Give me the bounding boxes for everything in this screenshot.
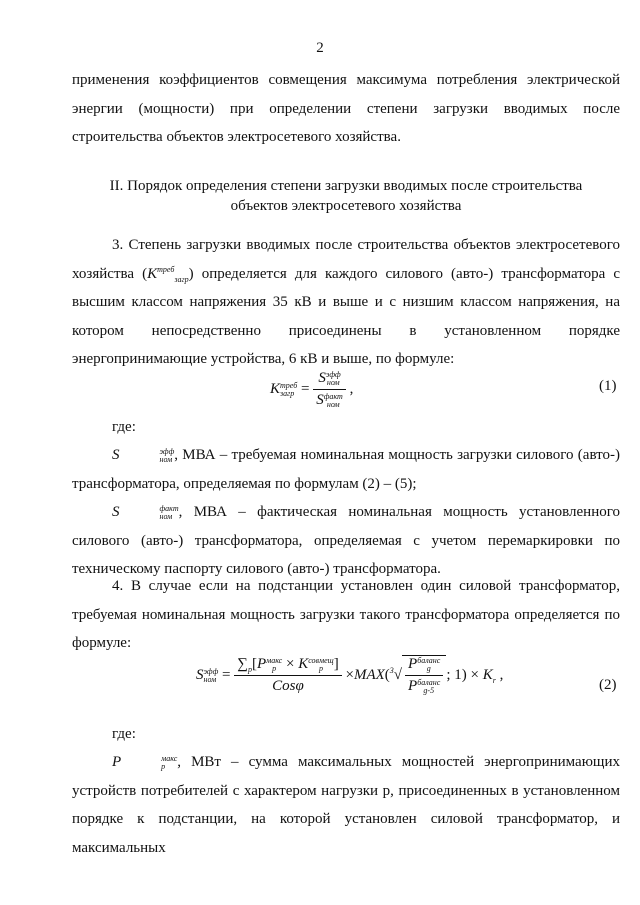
- section-heading: [72, 176, 620, 216]
- section-heading-line2: объектов электросетевого хозяйства: [230, 198, 462, 214]
- paragraph-4: 4. В случае если на подстанции установлен один силовой трансформатор, требуемая номинальная мощность загрузки такого трансформатора определяется по формуле:: [72, 578, 620, 651]
- where-label-2: где:: [112, 726, 136, 742]
- section-heading-line1: II. Порядок определения степени загрузки вводимых после строительства: [109, 178, 583, 194]
- intro-paragraph: применения коэффициентов совмещения максимума потребления электрической энергии (мощности) при определении степени загрузки вводимых после строительства объектов электросетевого хозяйства.: [72, 72, 620, 145]
- definition-s-fact: S факт ном , МВА – фактическая номинальная мощность установленного силового (авто-) трансформатора, определяемая с учетом перемаркировки по техническому паспорту силового (авто-) трансформатора.: [72, 503, 620, 577]
- k-load-symbol: $K^{треб}_{загр}$: [147, 264, 189, 284]
- definition-p-max: P макс р , МВт – сумма максимальных мощностей энергопринимающих устройств потребителей с характером нагрузки р, присоединенных в установленном порядке к подстанции, на которой установлен силовой трансформатор, и максимальных: [72, 753, 620, 856]
- formula-1-number: (1): [599, 378, 617, 394]
- s-eff-symbol: S эфф ном: [112, 446, 175, 464]
- s-fact-symbol: S факт ном: [112, 503, 179, 521]
- formula-2: S эфф ном = $\sum_p[P$ макс p × K совмещ p ] Cosφ ×MAX($^3$√ P баланс g P баланс g-5 ; $1) \times K_r$ ,: [196, 655, 504, 695]
- definition-s-eff: S эфф ном , МВА – требуемая номинальная мощность загрузки силового (авто-) трансформатора, определяемая по формулам (2) – (5);: [72, 446, 620, 492]
- p-max-symbol: P макс р: [112, 753, 178, 771]
- page-number: 2: [316, 40, 324, 56]
- where-label-1: где:: [112, 419, 136, 435]
- formula-1: K треб загр = S эфф ном S факт ном ,: [270, 369, 354, 409]
- paragraph-3: [72, 231, 620, 374]
- paragraph-3-rest: ) определяется для каждого силового (авто-) трансформатора с высшим классом напряжения 35 кВ и выше и с низшим классом напряжения, на котором непосредственно присоединены в установленном порядке энергопринимающие устройства, 6 кВ и выше, по формуле:: [72, 265, 620, 367]
- formula-2-number: (2): [599, 677, 617, 693]
- paragraph-3-start: 3. Степень загрузки вводимых после строительства объектов электросетевого хозяйства (: [72, 237, 620, 282]
